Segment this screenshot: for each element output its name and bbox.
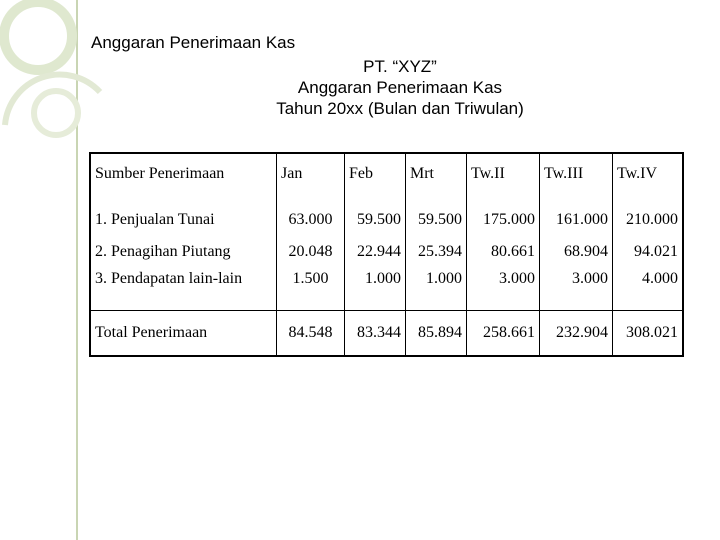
header-cell: Sumber Penerimaan	[90, 153, 277, 194]
report-title: Anggaran Penerimaan Kas	[297, 78, 503, 97]
slide-title: Anggaran Penerimaan Kas	[91, 33, 296, 52]
table-cell: 59.500	[345, 194, 406, 240]
table-row	[90, 194, 683, 240]
table-cell: 3.000	[467, 264, 540, 311]
total-cell: 84.548	[277, 311, 345, 357]
total-cell: 308.021	[613, 311, 684, 357]
table-cell: 63.000	[277, 194, 345, 240]
header-cell: Mrt	[406, 153, 467, 194]
table-cell: 1.500	[277, 264, 345, 311]
decoration-vertical-line	[76, 0, 78, 540]
row-label: 3. Pendapatan lain-lain	[90, 264, 277, 311]
table-cell: 1.000	[406, 264, 467, 311]
header-cell: Tw.IV	[613, 153, 684, 194]
table-cell: 25.394	[406, 240, 467, 264]
decoration-ring-large	[4, 2, 72, 70]
decoration-ring-small	[34, 91, 78, 135]
total-label: Total Penerimaan	[90, 311, 277, 357]
table-cell: 210.000	[613, 194, 684, 240]
total-cell: 232.904	[540, 311, 613, 357]
total-cell: 83.344	[345, 311, 406, 357]
header-cell: Tw.II	[467, 153, 540, 194]
total-cell: 85.894	[406, 311, 467, 357]
header-cell: Feb	[345, 153, 406, 194]
report-period: Tahun 20xx (Bulan dan Triwulan)	[276, 99, 524, 118]
table-cell: 80.661	[467, 240, 540, 264]
decoration-arc	[5, 75, 100, 125]
header-cell: Tw.III	[540, 153, 613, 194]
table-row	[90, 264, 683, 311]
table-cell: 20.048	[277, 240, 345, 264]
table-cell: 68.904	[540, 240, 613, 264]
table-cell: 94.021	[613, 240, 684, 264]
row-label: 2. Penagihan Piutang	[90, 240, 277, 264]
table-cell: 4.000	[613, 264, 684, 311]
table-cell: 3.000	[540, 264, 613, 311]
table-cell: 175.000	[467, 194, 540, 240]
table-cell: 161.000	[540, 194, 613, 240]
total-row	[90, 311, 683, 357]
table-cell: 22.944	[345, 240, 406, 264]
table-row	[90, 240, 683, 264]
cash-receipts-table	[89, 152, 684, 357]
header-cell: Jan	[277, 153, 345, 194]
company-name: PT. “XYZ”	[363, 57, 437, 76]
table-cell: 1.000	[345, 264, 406, 311]
total-cell: 258.661	[467, 311, 540, 357]
table-heading	[220, 56, 580, 119]
table-cell: 59.500	[406, 194, 467, 240]
table-header-row	[90, 153, 683, 194]
row-label: 1. Penjualan Tunai	[90, 194, 277, 240]
